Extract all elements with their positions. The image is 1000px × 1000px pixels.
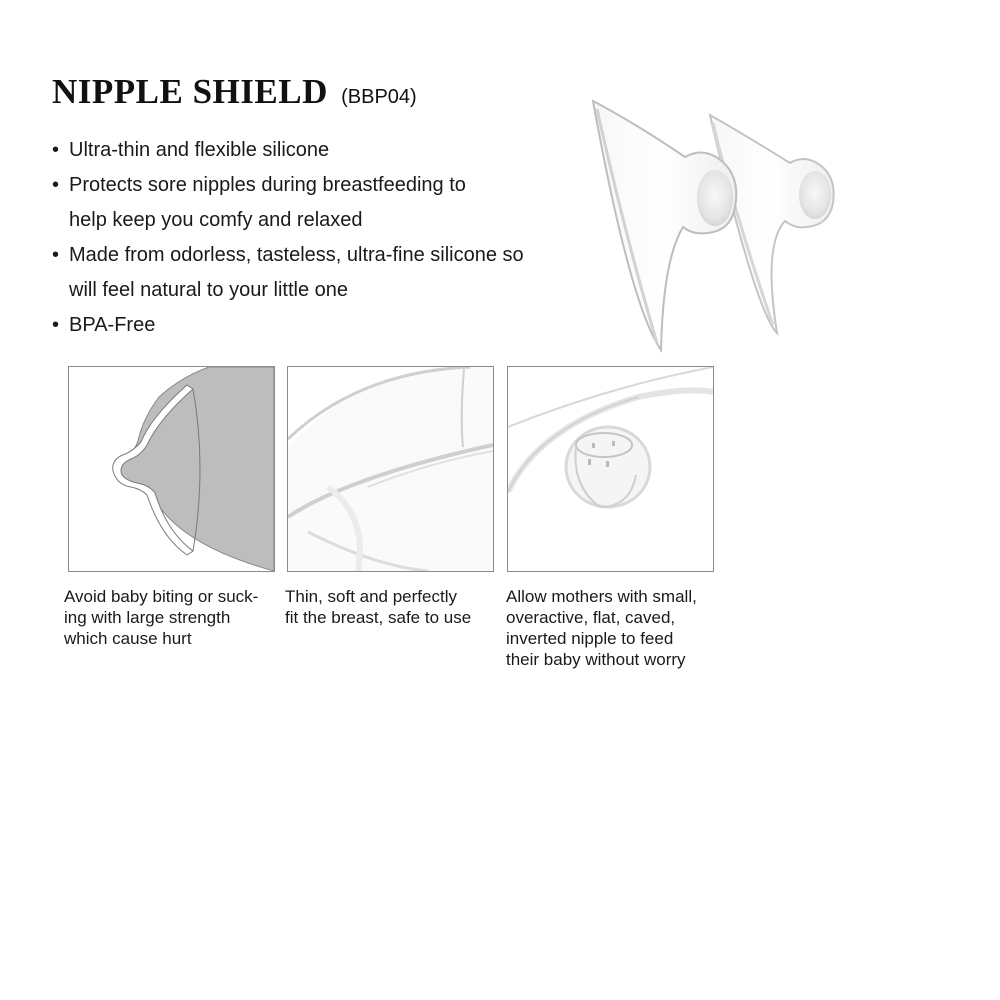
feature-text: BPA-Free bbox=[69, 314, 156, 336]
nipple-shield-pair-icon bbox=[585, 95, 875, 360]
feature-item bbox=[52, 308, 552, 343]
illustration-shield-tip bbox=[507, 366, 714, 572]
illustration-breast-diagram bbox=[68, 366, 275, 572]
illustration-caption: Allow mothers with small, overactive, flat, caved, inverted nipple to feed their baby without worry bbox=[506, 587, 697, 669]
illustration-caption: Thin, soft and perfectly fit the breast, safe to use bbox=[285, 587, 472, 627]
bullet-icon: • bbox=[52, 314, 60, 336]
feature-item bbox=[52, 238, 552, 308]
bullet-icon: • bbox=[52, 244, 60, 266]
illustration-shield-closeup bbox=[287, 366, 494, 572]
shield-closeup-photo-icon bbox=[288, 367, 493, 571]
feature-list bbox=[52, 133, 552, 343]
feature-text: Protects sore nipples during breastfeeding to help keep you comfy and relaxed bbox=[69, 174, 466, 231]
shield-nipple-tip-photo-icon bbox=[508, 367, 713, 571]
feature-text: Ultra-thin and flexible silicone bbox=[69, 139, 330, 161]
product-name: NIPPLE SHIELD bbox=[52, 72, 328, 111]
breast-with-shield-diagram-icon bbox=[69, 367, 274, 571]
illustration-caption: Avoid baby biting or suck- ing with large strength which cause hurt bbox=[64, 587, 259, 648]
product-title bbox=[52, 72, 417, 112]
product-image bbox=[585, 95, 875, 360]
product-code: (BBP04) bbox=[341, 86, 417, 108]
feature-item bbox=[52, 133, 552, 168]
bullet-icon: • bbox=[52, 174, 60, 196]
bullet-icon: • bbox=[52, 139, 60, 161]
feature-text: Made from odorless, tasteless, ultra-fine silicone so will feel natural to your little one bbox=[69, 244, 524, 301]
feature-item bbox=[52, 168, 552, 238]
